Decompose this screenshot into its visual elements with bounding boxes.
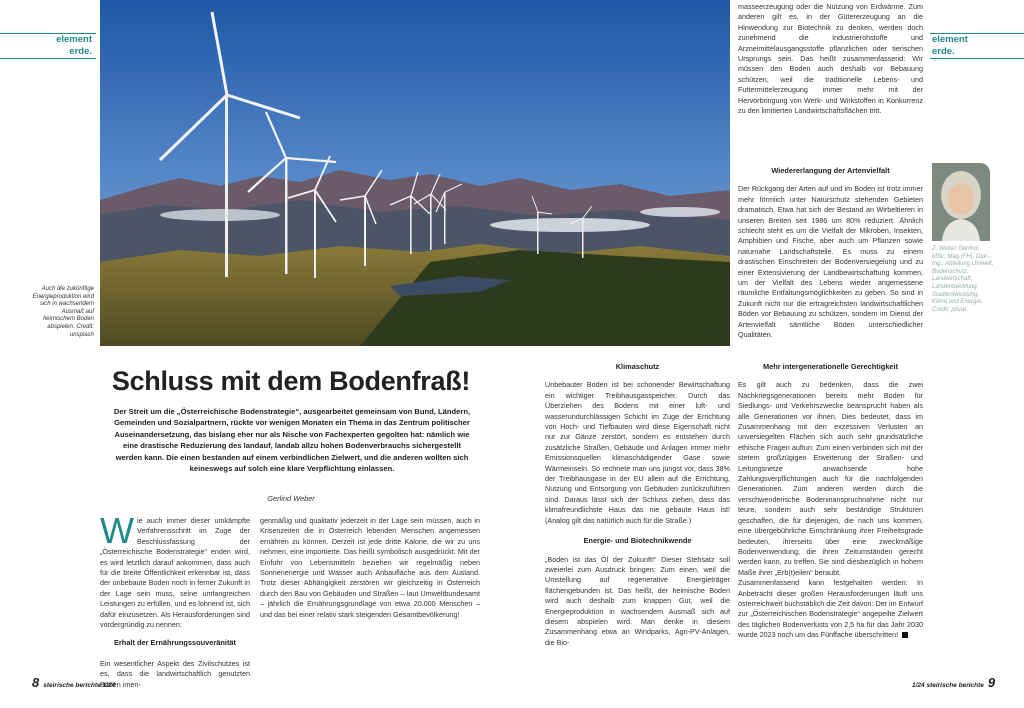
photo-caption: Auch die zukünftige Energieproduktion wird sich in wachsendem Ausmaß auf heimischem Boden abspielen. Credit: unsplash [32, 286, 94, 338]
heading-energie: Energie- und Biotechnikwende [583, 536, 692, 546]
drop-cap: W [100, 510, 134, 551]
intro-paragraph: ie auch immer dieser umkämpfte Verfahrensschritt im Zuge der Beschlussfassung der „Österreichische Bodenstrategie“ enden wird, es wird letztlich darauf ankommen, dass auch für die breite Öffentlichkeit erkennbar ist, dass der unbebaute Boden noch in ferner Zukunft in der Lage sein muss, seine umfangreichen Leistungen zu erfüllen, und es lohnend ist, sich dafür einzusetzen. Als Herausforderungen sind vordergründig zu nennen: [100, 516, 250, 630]
klima-paragraph: Unbebauter Boden ist bei schonender Bewirtschaftung ein wichtiger Treibhausgasspeicher. Durch das Überziehen des Bodens mit einer luft- und wasserundurchlässigen Schicht im Zuge der Errichtung von Hoch- und Tiefbauten wird diese Eigenschaft nicht nur zur Gänze zerstört, sondern es entstehen durch zusätzliche Straßen, Gebäude und Anlagen immer mehr Emissionsquellen klimaschädigender Gase sowie Wärmeinseln. So rechnete man uns jüngst vor, dass 38% der Treibhausgase in der EU allein auf die Errichtung, Nutzung und Entsorgung von Gebäuden zurückzuführen sind. Daraus lässt sich der Schluss ziehen, dass das klimafreundlichste Haus das nie gebaute Haus ist! (Analog gilt das natürlich auch für die Straße.) [545, 380, 730, 525]
article-lead: Der Streit um die „Österreichische Bodenstrategie“, ausgearbeitet gemeinsam von Bund, Ländern, Gemeinden und Sozialpartnern, rückte vor wenigen Monaten ein Thema in das Zentrum politischer Auseinandersetzung, das bislang eher nur als Nische von Fachexperten gegolten hat: nämlich wie eine drastische Reduzierung des landauf, landab allzu hohen Bodenverbrauchs sichergestellt werden kann. Die einen bestanden auf einem verbindlichen Zielwert, und die anderen wollten sich keineswegs auf solch eine klare Verpflichtung einlassen. [113, 407, 471, 474]
rubric-line1: element [932, 34, 968, 45]
article-title: Schluss mit dem Bodenfraß! [111, 366, 471, 396]
rubric-left [0, 33, 96, 59]
arten-paragraph: Der Rückgang der Arten auf und im Boden ist trotz immer mehr förmlich unter Naturschutz stehenden Gebieten dramatisch. Etwa hat sich der Bestand an Wirbeltieren in unseren Breiten seit 1986 um 80% reduziert. Ähnlich schlecht steht es um die Vielfalt der Mikroben, Insekten, Amphibien und Fische, aber auch um Pflanzen sowie naturnahe Landschaftsteile. Es muss zu einem drastischen Einschreiten der Bodenversiegelung und zu einer Extensivierung der Landbewirtschaftung kommen, um der Vielfalt des Lebens wieder angemessene räumliche Entfaltungsmöglichkeiten zu geben. So sind in Zukunft nicht nur die ertragreichsten landwirtschaftlichen Böden vor Bebauung zu schützen, sondern im Dienst der Artenvielfalt sämtliche Böden unterschiedlicher Qualitäten. [738, 184, 923, 340]
rubric-line2: erde. [932, 46, 955, 57]
biomass-paragraph: masseerzeugung oder die Nutzung von Erdwärme. Zum anderen gilt es, in der Gütererzeugung an die Hinwendung zur Biotechnik zu denken, werden doch zunehmend die Industrierohstoffe und Arzneimittelausgangsstoffe pflanzlichen oder tierischen Ursprungs sein. Das heißt zusammenfassend: Wir müssen den Boden auch deshalb vor Bebauung schützen, weil die traditionelle Lebens- und Futtermittelerzeugung immer mehr mit der Hervorbringung von Werk- und Wirkstoffen in Konkurrenz zu den limitierten Landwirtschaftsflächen tritt. [738, 2, 923, 116]
heading-klimaschutz: Klimaschutz [615, 362, 660, 371]
rubric-rule-bottom [0, 58, 96, 59]
folio-right-text: 1/24 steirische berichte [912, 682, 984, 689]
heading-ernaehrung: Erhalt der Ernährungssouveränität [114, 638, 236, 648]
column-3 [545, 362, 730, 648]
page-number-right: 9 [987, 675, 996, 690]
column-4 [738, 362, 923, 641]
column-2 [260, 516, 480, 620]
page-number-left: 8 [32, 675, 40, 690]
column-4-top [738, 166, 923, 341]
heading-gerechtigkeit: Mehr intergenerationelle Gerechtigkeit [762, 362, 899, 371]
column-1 [100, 510, 250, 690]
rubric-line2: erde. [69, 46, 92, 57]
column-3-top [738, 2, 923, 116]
wind-farm-photo [100, 0, 730, 346]
wind-farm-illustration [100, 0, 730, 346]
heading-artenvielfalt: Wiedererlangung der Artenvielfalt [771, 166, 890, 175]
rubric-rule-bottom [930, 58, 1024, 59]
author-portrait [932, 163, 990, 241]
column-2-text: genmäßig und qualitativ jederzeit in der Lage sein müssen, auch in Krisenzeiten die in Österreich lebenden Menschen angemessen ernähren zu können. Derzeit ist jede dritte Kalorie, die wir zu uns nehmen, eine importierte. Das heißt symbolisch ausgedrückt: Mit der Einfuhr von Lebensmitteln beziehen wir regelmäßig neben Sonnenenergie und Wasser auch Anbaufläche aus dem Ausland. Trotz dieser Abhängigkeit zerstören wir gleichzeitig in Österreich durch den Bau von Gebäuden und Straßen – laut Umweltbundesamt – jährlich die Ernährungsgrundlage von etwa 20.000 Menschen – und das bei einer relativ stark steigenden Gesamtbevölkerung! [260, 516, 480, 619]
gerecht-paragraph: Es gilt auch zu bedenken, dass die zwei Nachkriegsgenerationen bereits mehr Boden für Siedlungs- und Verkehrszwecke beansprucht haben als alle Generationen vor ihnen. Dies bedeutet, dass im Zusammenhang mit den exzessiven Verlusten an unversiegelten Flächen sich auch sehr grundsätzliche ethische Fragen auftun: Zum einen verbinden sich mit der stetem großzügigen Erweiterung der Straßen- und Leitungsnetze anwachsende hohe Zahlungsverpflichtungen auch für die nachfolgenden Generationen. Zum anderen werden durch die verschwenderische Bodeninanspruchnahme nicht nur teure, sondern auch sehr beständige Strukturen geschaffen, die für diejenigen, die nach uns kommen, eine übergebührliche Einschränkung ihrer Freiheitsgrade bedeuten, ihrerseits über eine zweckmäßige Bodenverwendung, die ihren Zeitumständen gerecht werden kann, zu treffen. Sie sind diesbezüglich in hohem Maße ihrer „Erb(t)eilen“ beraubt. [738, 380, 923, 577]
article-author: Gerlind Weber [267, 494, 315, 503]
final-text: Zusammenfassend kann festgehalten werden: In Anbetracht dieser großen Herausforderungen läuft uns österreichweit buchstäblich die Zeit davon: Der im Entwurf zur „Österreichischen Bodenstrategie“ angepeilte Zielwert des täglichen Bodenverlusts von 2,5 ha für das Jahr 2030 wurde 2023 noch um das Fünffache überschritten! [738, 578, 923, 640]
folio-right [912, 675, 995, 690]
final-paragraph [738, 578, 923, 640]
ernaehrung-paragraph: Ein wesentlicher Aspekt des Zivilschutzes ist es, dass die landwirtschaftlich genutzten Böden imen- [100, 658, 250, 689]
energie-paragraph: „Boden ist das Öl der Zukunft!“ Dieser Stehsatz soll zweierlei zum Ausdruck bringen: Zum einen, weil die Umstellung auf regenerative Energieträger flächengebunden ist. Das heißt, der heimische Boden wird auch deshalb zum knappen Gut, weil die Energieproduktion in wachsendem Ausmaß sich auf diesem abspielen wird. Man denke in diesem Zusammenhang etwa an Windparks, Agri-PV-Anlagen, die Bio- [545, 554, 730, 647]
rubric-right [930, 33, 1024, 59]
folio-left [32, 675, 115, 690]
end-mark-icon [902, 632, 908, 638]
portrait-illustration [932, 163, 990, 241]
rubric-line1: element [56, 34, 92, 45]
portrait-caption: Z. Weber Gerlind, MSc, Mag.(FH), Dipl.-Ing., Abteilung Umwelt, Bodenschutz, Landwirtschaft, Landentwicklung, Stadtentwicklung, Klima und Energie. Credit: privat [932, 246, 994, 313]
folio-left-text: steirische berichte 1/24 [43, 682, 116, 689]
